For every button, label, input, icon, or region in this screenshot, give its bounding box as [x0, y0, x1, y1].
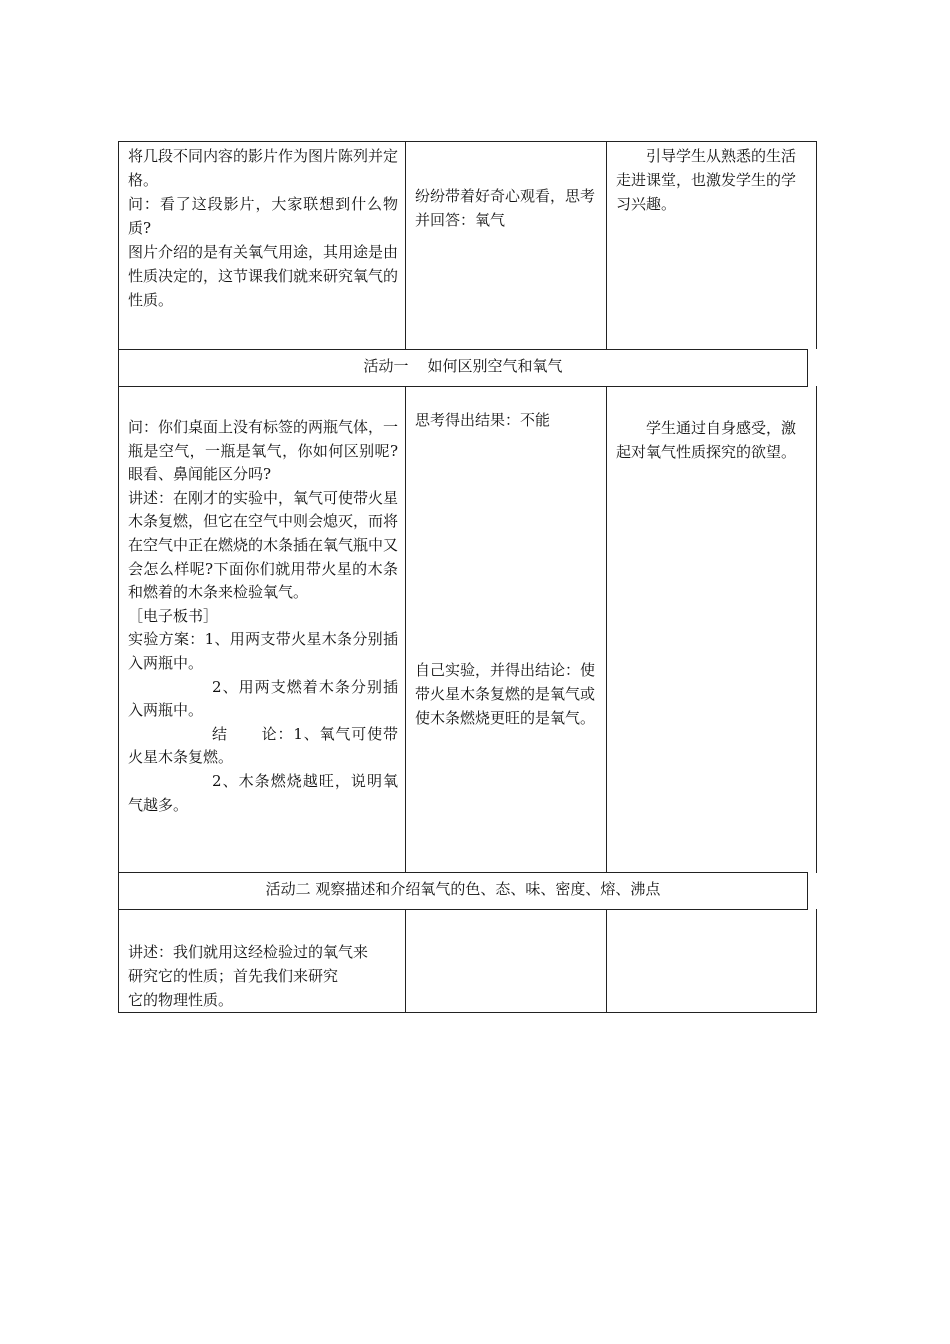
row2-student-experiment — [415, 658, 601, 730]
row2-design-intent — [616, 416, 810, 464]
row1-intent-text: 引导学生从熟悉的生活走进课堂，也激发学生的学习兴趣。 — [616, 147, 797, 213]
row3-narration-1: 讲述：我们就用这经检验过的氧气来研究它的性质；首先我们来研究 — [128, 943, 369, 985]
row2-plan-2: 2、用两支燃着木条分别插入两瓶中。 — [128, 677, 398, 720]
row2-board-label: ［电子板书］ — [128, 606, 219, 625]
row2-divider-2 — [606, 386, 607, 873]
row1-design-intent — [616, 144, 810, 216]
row2-left-border — [118, 386, 119, 873]
row3-teacher-activity — [128, 940, 398, 1012]
row3-divider-1 — [405, 909, 406, 1013]
row3-left-border — [118, 909, 119, 1013]
row1-left-border — [118, 141, 119, 349]
banner2-top — [118, 872, 808, 873]
row1-divider-2 — [606, 141, 607, 349]
row2-intent-text: 学生通过自身感受，激起对氧气性质探究的欲望。 — [616, 419, 797, 461]
activity-one-heading: 活动一 如何区别空气和氧气 — [363, 357, 563, 375]
table-border-top — [118, 141, 817, 142]
row2-narration: 讲述：在刚才的实验中，氧气可使带火星木条复燃，但它在空气中则会熄灭，而将在空气中正在燃烧的木条插在氧气瓶中又会怎么样呢?下面你们就用带火星的木条和燃着的木条来检验氧气。 — [128, 488, 399, 602]
row2-conclusion-2: 2、木条燃烧越旺，说明氧气越多。 — [128, 771, 398, 814]
row2-conclusion-1: 结 论：1、氧气可使带火星木条复燃。 — [128, 724, 398, 767]
activity-two-heading: 活动二 观察描述和介绍氧气的色、态、味、密度、熔、沸点 — [265, 880, 661, 898]
banner1-top — [118, 349, 808, 350]
row1-teacher-text-1: 将几段不同内容的影片作为图片陈列并定格。 — [128, 147, 399, 189]
row2-divider-1 — [405, 386, 406, 873]
row1-teacher-activity — [128, 144, 398, 312]
banner2-bottom — [118, 909, 808, 910]
row2-student-result-text: 思考得出结果：不能 — [415, 411, 551, 429]
row3-right-border — [816, 909, 817, 1013]
banner1-bottom — [118, 386, 808, 387]
row1-teacher-text-3: 图片介绍的是有关氧气用途，其用途是由性质决定的，这节课我们就来研究氧气的性质。 — [128, 243, 399, 309]
table-border-bottom — [118, 1012, 817, 1013]
row1-student-text: 纷纷带着好奇心观看，思考并回答：氧气 — [415, 187, 596, 229]
row2-right-border — [816, 386, 817, 873]
row2-teacher-activity — [128, 416, 398, 817]
row2-student-experiment-text: 自己实验，并得出结论：使带火星木条复燃的是氧气或使木条燃烧更旺的是氧气。 — [415, 661, 596, 727]
row1-student-activity — [415, 184, 601, 232]
row2-plan-1: 实验方案：1、用两支带火星木条分别插入两瓶中。 — [128, 630, 398, 672]
row1-teacher-text-2: 问：看了这段影片，大家联想到什么物质? — [128, 195, 398, 237]
row3-divider-2 — [606, 909, 607, 1013]
row1-right-border — [816, 141, 817, 349]
row2-student-result — [415, 408, 601, 432]
row1-divider-1 — [405, 141, 406, 349]
row2-question: 问：你们桌面上没有标签的两瓶气体，一瓶是空气，一瓶是氧气，你如何区别呢?眼看、鼻闻能区分吗? — [128, 418, 399, 484]
row3-narration-2: 它的物理性质。 — [128, 991, 234, 1009]
